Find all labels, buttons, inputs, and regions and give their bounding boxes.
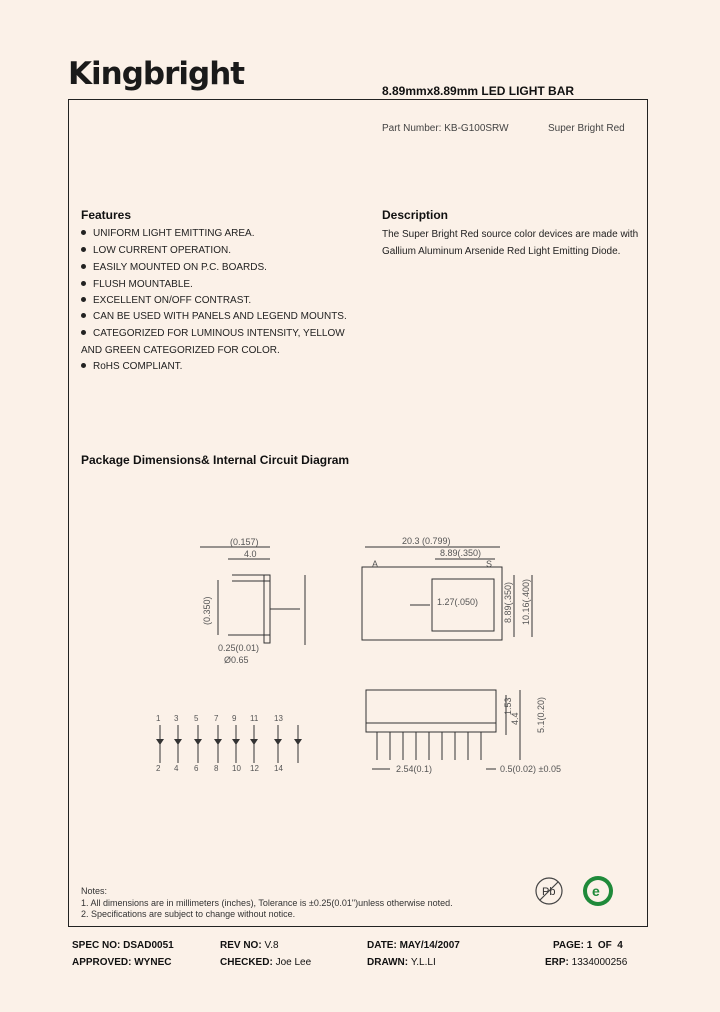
pin-number: 11 <box>250 714 259 723</box>
bullet-icon <box>81 297 86 302</box>
diode-icon <box>274 739 282 745</box>
diode-icon <box>174 739 182 745</box>
dim-label: Ø0.65 <box>224 655 249 665</box>
diode-icon <box>250 739 258 745</box>
side-body <box>264 575 270 643</box>
footer-erp: ERP: 1334000256 <box>545 957 628 968</box>
footer-drawn: DRAWN: Y.L.LI <box>367 957 436 968</box>
pin-number: 1 <box>156 714 161 723</box>
footer-spec: SPEC NO: DSAD0051 <box>72 940 174 951</box>
feature-item: FLUSH MOUNTABLE. <box>81 279 193 290</box>
notes-line-1: 1. All dimensions are in millimeters (inches), Tolerance is ±0.25(0.01")unless otherwise noted. <box>81 898 453 908</box>
eco-label: e <box>592 883 600 899</box>
diode-icon <box>294 739 302 745</box>
dim-label: 8.89(.350) <box>440 548 482 558</box>
dim-label: 4.4 <box>510 712 520 725</box>
diode-icon <box>214 739 222 745</box>
feature-item: LOW CURRENT OPERATION. <box>81 245 231 256</box>
pin-number: 9 <box>232 714 237 723</box>
bullet-icon <box>81 264 86 269</box>
footer-rev: REV NO: V.8 <box>220 940 279 951</box>
package-drawing <box>140 525 610 785</box>
bullet-icon <box>81 247 86 252</box>
notes-line-2: 2. Specifications are subject to change without notice. <box>81 909 296 919</box>
pin-number: 6 <box>194 764 199 773</box>
description-heading: Description <box>382 208 449 222</box>
bullet-icon <box>81 330 86 335</box>
footer-checked: CHECKED: Joe Lee <box>220 957 312 968</box>
dim-label: 10.16(.400) <box>521 578 531 625</box>
feature-continuation: AND GREEN CATEGORIZED FOR COLOR. <box>81 345 280 356</box>
package-heading: Package Dimensions& Internal Circuit Diagram <box>81 453 350 467</box>
diode-icon <box>194 739 202 745</box>
description-line-2: Gallium Aluminum Arsenide Red Light Emitting Diode. <box>382 246 621 257</box>
bullet-icon <box>81 313 86 318</box>
diode-icon <box>156 739 164 745</box>
diode-icon <box>232 739 240 745</box>
dim-label: 1.27(.050) <box>437 597 479 607</box>
bullet-icon <box>81 230 86 235</box>
feature-item: RoHS COMPLIANT. <box>81 361 182 372</box>
pin-number: 3 <box>174 714 179 723</box>
footer-approved: APPROVED: WYNEC <box>72 957 172 968</box>
feature-item: EXCELLENT ON/OFF CONTRAST. <box>81 295 251 306</box>
brand-logo: Kingbright <box>68 56 245 92</box>
dim-label: (0.350) <box>202 596 212 625</box>
dim-label: 4.0 <box>244 549 257 559</box>
pin-number: 10 <box>232 764 241 773</box>
dim-label: 20.3 (0.799) <box>402 536 451 546</box>
pin-number: 8 <box>214 764 219 773</box>
content-frame <box>68 99 648 927</box>
compliance-badges <box>532 874 622 908</box>
dim-label: 8.89(.350) <box>503 581 513 623</box>
bullet-icon <box>81 363 86 368</box>
features-heading: Features <box>81 208 132 222</box>
pin-view-body <box>366 690 496 732</box>
dim-label: 0.5(0.02) ±0.05 <box>500 764 561 774</box>
feature-item: CAN BE USED WITH PANELS AND LEGEND MOUNTS. <box>81 311 347 322</box>
part-color: Super Bright Red <box>548 123 625 134</box>
dim-label: 5.1(0.20) <box>536 696 546 733</box>
pin-number: 2 <box>156 764 161 773</box>
pin-number: 4 <box>174 764 179 773</box>
part-number: Part Number: KB-G100SRW <box>382 123 509 134</box>
pin-number: 12 <box>250 764 259 773</box>
dim-label: 0.25(0.01) <box>218 643 260 653</box>
pb-label: Pb <box>542 886 556 898</box>
notes-heading: Notes: <box>81 886 108 896</box>
bullet-icon <box>81 281 86 286</box>
dim-label: (0.157) <box>230 537 259 547</box>
description-line-1: The Super Bright Red source color devices are made with <box>382 229 639 240</box>
footer-page: PAGE: 1 OF 4 <box>553 940 623 951</box>
pin-number: 14 <box>274 764 283 773</box>
pin-number: 13 <box>274 714 283 723</box>
pin-number: 5 <box>194 714 199 723</box>
dim-label: 2.54(0.1) <box>396 764 433 774</box>
terminal-a-label: A <box>372 559 379 569</box>
feature-item: EASILY MOUNTED ON P.C. BOARDS. <box>81 262 267 273</box>
feature-item: UNIFORM LIGHT EMITTING AREA. <box>81 228 255 239</box>
terminal-s-label: S <box>486 559 493 569</box>
dim-label: 1.53 <box>503 697 513 715</box>
document-title: 8.89mmx8.89mm LED LIGHT BAR <box>382 84 575 98</box>
pin-number: 7 <box>214 714 219 723</box>
feature-item: CATEGORIZED FOR LUMINOUS INTENSITY, YELLOW <box>81 328 345 339</box>
footer-date: DATE: MAY/14/2007 <box>367 940 460 951</box>
